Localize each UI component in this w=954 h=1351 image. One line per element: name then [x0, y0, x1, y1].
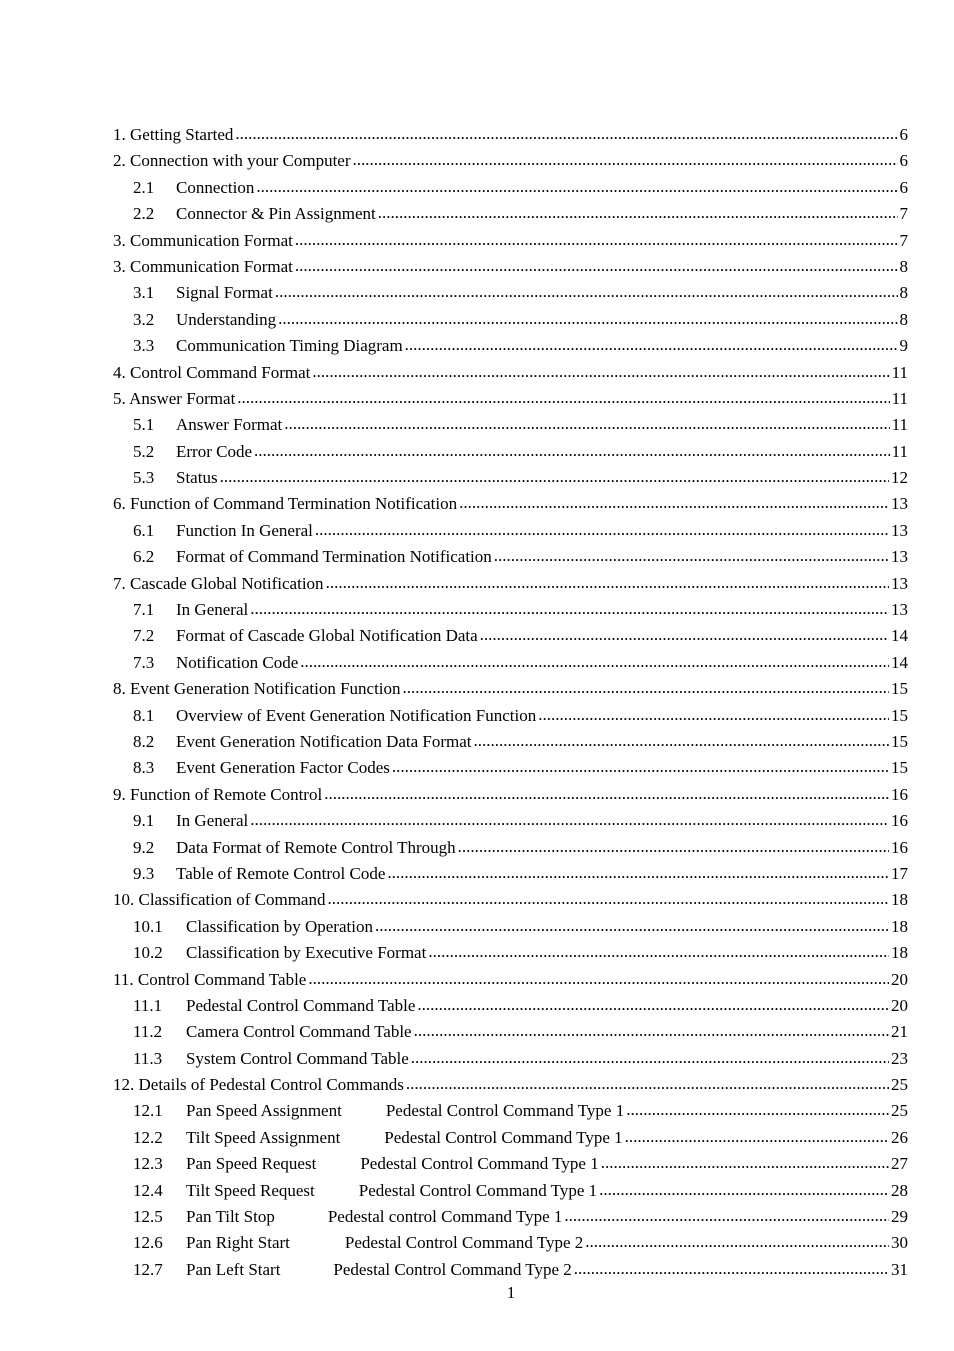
toc-entry-number: 3.3 [133, 336, 155, 356]
dot-leader [574, 1256, 889, 1282]
toc-entry-label: Event Generation Notification Function [130, 679, 401, 699]
toc-entry-title [133, 835, 456, 861]
toc-entry[interactable] [113, 1204, 908, 1230]
toc-entry-page: 26 [891, 1127, 908, 1147]
toc-entry-title [133, 914, 373, 940]
dot-leader [250, 807, 889, 833]
toc-entry[interactable] [113, 835, 908, 861]
toc-entry[interactable] [113, 650, 908, 676]
toc-entry-number: 10.1 [133, 916, 163, 936]
toc-entry-page: 11 [891, 388, 908, 408]
toc-entry-title [133, 201, 376, 227]
toc-entry-subtitle: Pedestal Control Command Type 2 [333, 1259, 572, 1279]
dot-leader [308, 966, 889, 992]
toc-entry[interactable] [113, 307, 908, 333]
toc-entry-number: 9.2 [133, 837, 155, 857]
toc-entry-number: 11. [113, 969, 134, 989]
toc-entry-title [133, 518, 313, 544]
dot-leader [256, 174, 897, 200]
toc-entry-number: 7.2 [133, 626, 155, 646]
toc-entry-page: 16 [891, 837, 908, 857]
toc-entry[interactable] [113, 175, 908, 201]
dot-leader [414, 1018, 889, 1044]
dot-leader [378, 200, 898, 226]
toc-entry-label: Notification Code [176, 652, 299, 672]
toc-entry-label: Event Generation Notification Data Format [176, 731, 472, 751]
toc-entry-title [133, 703, 536, 729]
toc-entry-label: Pan Left Start [186, 1259, 281, 1279]
toc-entry-page: 7 [899, 230, 908, 250]
dot-leader [353, 147, 898, 173]
toc-entry-title [133, 1125, 623, 1151]
toc-entry[interactable] [113, 1019, 908, 1045]
toc-entry-label: Error Code [176, 441, 253, 461]
toc-entry-title [133, 861, 385, 887]
toc-entry-page: 15 [891, 731, 908, 751]
toc-entry[interactable] [113, 254, 908, 280]
toc-entry[interactable] [113, 412, 908, 438]
toc-entry[interactable] [113, 544, 908, 570]
toc-entry-number: 5. [113, 388, 126, 408]
toc-entry-title [133, 940, 426, 966]
toc-entry-title [133, 1046, 409, 1072]
toc-entry-number: 5.1 [133, 415, 155, 435]
toc-entry[interactable] [113, 597, 908, 623]
toc-entry-title [133, 1151, 599, 1177]
toc-entry-page: 15 [891, 758, 908, 778]
toc-entry-number: 12.5 [133, 1207, 163, 1227]
toc-entry-number: 8.1 [133, 705, 155, 725]
toc-entry-label: Format of Command Termination Notification [176, 547, 492, 567]
toc-entry-label: In General [176, 811, 249, 831]
toc-entry-page: 12 [891, 468, 908, 488]
toc-entry-number: 6. [113, 494, 126, 514]
toc-entry[interactable] [113, 280, 908, 306]
toc-entry[interactable] [113, 1125, 908, 1151]
dot-leader [585, 1229, 889, 1255]
toc-entry-page: 21 [891, 1022, 908, 1042]
dot-leader [295, 227, 898, 253]
dot-leader [235, 121, 897, 147]
dot-leader [411, 1045, 889, 1071]
toc-entry-title [113, 228, 293, 254]
toc-entry-number: 5.3 [133, 468, 155, 488]
dot-leader [326, 570, 889, 596]
toc-entry-title [113, 148, 351, 174]
toc-entry-title [133, 333, 403, 359]
toc-entry-number: 9. [113, 784, 126, 804]
dot-leader [494, 543, 889, 569]
toc-entry-page: 11 [891, 441, 908, 461]
toc-entry-page: 6 [899, 151, 908, 171]
toc-entry-page: 13 [891, 547, 908, 567]
toc-entry[interactable] [113, 1046, 908, 1072]
toc-entry-label: Tilt Speed Request [186, 1180, 315, 1200]
toc-entry-number: 10.2 [133, 943, 163, 963]
toc-entry-number: 8.3 [133, 758, 155, 778]
toc-entry-title [113, 887, 325, 913]
toc-entry-number: 8.2 [133, 731, 155, 751]
toc-entry-number: 7.3 [133, 652, 155, 672]
page-number: 1 [506, 1283, 516, 1302]
dot-leader [312, 359, 889, 385]
toc-entry-subtitle: Pedestal Control Command Type 1 [385, 1101, 625, 1121]
toc-entry[interactable] [113, 1257, 908, 1283]
toc-entry-page: 16 [891, 784, 908, 804]
toc-entry-label: In General [176, 600, 249, 620]
toc-entry[interactable] [113, 1098, 908, 1124]
toc-entry-label: Communication Format [130, 230, 293, 250]
dot-leader [538, 702, 889, 728]
toc-entry-page: 15 [891, 705, 908, 725]
toc-entry[interactable] [113, 333, 908, 359]
toc-entry-label: Data Format of Remote Control Through [176, 837, 456, 857]
toc-entry-subtitle: Pedestal Control Command Type 1 [384, 1127, 623, 1147]
toc-entry-number: 2.1 [133, 177, 155, 197]
dot-leader [300, 649, 889, 675]
toc-entry-page: 6 [899, 125, 908, 144]
toc-entry-number: 7. [113, 573, 126, 593]
toc-entry-label: Overview of Event Generation Notification Function [176, 705, 537, 725]
toc-entry-label: Cascade Global Notification [130, 573, 324, 593]
toc-entry[interactable] [113, 228, 908, 254]
toc-entry-number: 12.3 [133, 1154, 163, 1174]
dot-leader [474, 728, 889, 754]
toc-entry-page: 11 [891, 415, 908, 435]
toc-entry-page: 23 [891, 1048, 908, 1068]
dot-leader [626, 1097, 889, 1123]
toc-entry-label: Control Command Table [137, 969, 307, 989]
toc-entry-label: Function of Command Termination Notification [130, 494, 458, 514]
toc-entry[interactable] [113, 1230, 908, 1256]
dot-leader [220, 464, 889, 490]
toc-entry-title [133, 729, 472, 755]
toc-entry-title [133, 623, 478, 649]
toc-entry-title [113, 491, 457, 517]
toc-entry-title [133, 439, 252, 465]
toc-entry-number: 5.2 [133, 441, 155, 461]
toc-entry[interactable] [113, 887, 908, 913]
toc-entry[interactable] [113, 1072, 908, 1098]
toc-entry-number: 9.3 [133, 863, 155, 883]
toc-entry-page: 8 [899, 256, 908, 276]
toc-entry-title [133, 175, 254, 201]
toc-entry-number: 6.1 [133, 520, 155, 540]
toc-entry-page: 8 [899, 309, 908, 329]
toc-entry-number: 2. [113, 151, 126, 171]
toc-entry-number: 12.4 [133, 1180, 163, 1200]
toc-entry-label: Classification by Executive Format [186, 943, 427, 963]
toc-entry-title [133, 1204, 562, 1230]
toc-entry[interactable] [113, 861, 908, 887]
toc-entry-subtitle: Pedestal control Command Type 1 [327, 1207, 563, 1227]
toc-entry-label: Getting Started [130, 125, 234, 144]
toc-entry-page: 25 [891, 1075, 908, 1095]
toc-entry-title [113, 571, 324, 597]
toc-entry-title [113, 386, 235, 412]
toc-entry-number: 8. [113, 679, 126, 699]
toc-entry-title [133, 808, 248, 834]
dot-leader [458, 834, 889, 860]
toc-entry[interactable] [113, 914, 908, 940]
toc-entry-number: 3. [113, 230, 126, 250]
toc-entry-page: 13 [891, 573, 908, 593]
toc-entry-label: Event Generation Factor Codes [176, 758, 390, 778]
toc-entry-label: Control Command Format [130, 362, 311, 382]
toc-entry-number: 10. [113, 890, 135, 910]
dot-leader [625, 1124, 889, 1150]
dot-leader [237, 385, 889, 411]
toc-entry-label: System Control Command Table [186, 1048, 409, 1068]
toc-entry-label: Tilt Speed Assignment [186, 1127, 341, 1147]
toc-entry-label: Understanding [176, 309, 277, 329]
toc-entry-label: Pan Speed Assignment [186, 1101, 342, 1121]
toc-entry-label: Function of Remote Control [130, 784, 323, 804]
toc-entry-label: Pan Right Start [186, 1233, 290, 1253]
toc-entry[interactable] [113, 1178, 908, 1204]
toc-entry-title [113, 360, 310, 386]
dot-leader [275, 279, 898, 305]
toc-entry[interactable] [113, 491, 908, 517]
toc-entry-number: 1. [113, 125, 126, 144]
toc-entry-page: 13 [891, 600, 908, 620]
toc-entry[interactable] [113, 623, 908, 649]
toc-entry-label: Communication Timing Diagram [176, 336, 403, 356]
toc-entry-number: 3.1 [133, 283, 155, 303]
toc-entry-subtitle: Pedestal Control Command Type 2 [344, 1233, 584, 1253]
dot-leader [417, 992, 889, 1018]
dot-leader [392, 754, 889, 780]
toc-entry-page: 25 [891, 1101, 908, 1121]
toc-entry-label: Answer Format [129, 388, 236, 408]
toc-entry-label: Pan Speed Request [186, 1154, 317, 1174]
toc-entry-number: 12. [113, 1075, 135, 1095]
toc-entry-page: 18 [891, 890, 908, 910]
toc-entry[interactable] [113, 360, 908, 386]
toc-entry[interactable] [113, 993, 908, 1019]
toc-entry-number: 12.1 [133, 1101, 163, 1121]
toc-entry-label: Signal Format [176, 283, 273, 303]
toc-entry-number: 4. [113, 362, 126, 382]
toc-entry-page: 13 [891, 520, 908, 540]
dot-leader [428, 939, 889, 965]
toc-entry-label: Format of Cascade Global Notification Data [176, 626, 478, 646]
toc-entry-page: 13 [891, 494, 908, 514]
dot-leader [315, 517, 889, 543]
toc-entry-number: 12.2 [133, 1127, 163, 1147]
toc-entry-title [113, 254, 293, 280]
dot-leader [284, 411, 889, 437]
toc-entry-label: Answer Format [176, 415, 283, 435]
toc-entry-subtitle: Pedestal Control Command Type 1 [358, 1180, 598, 1200]
toc-entry-page: 17 [891, 863, 908, 883]
toc-entry-title [113, 782, 322, 808]
toc-entry-title [133, 650, 298, 676]
toc-entry-label: Connection [176, 177, 255, 197]
toc-entry-number: 12.6 [133, 1233, 163, 1253]
toc-entry-number: 9.1 [133, 811, 155, 831]
toc-entry[interactable] [113, 122, 908, 148]
toc-entry-page: 18 [891, 943, 908, 963]
dot-leader [250, 596, 889, 622]
toc-entry-title [113, 967, 306, 993]
toc-entry-title [133, 597, 248, 623]
toc-entry-label: Camera Control Command Table [186, 1022, 412, 1042]
toc-entry-page: 16 [891, 811, 908, 831]
toc-entry-title [133, 1019, 412, 1045]
dot-leader [459, 490, 889, 516]
dot-leader [601, 1150, 889, 1176]
toc-entry-number: 11.2 [133, 1022, 163, 1042]
toc-entry-page: 31 [891, 1259, 908, 1279]
toc-entry[interactable] [113, 755, 908, 781]
dot-leader [254, 438, 890, 464]
toc-entry-title [133, 1178, 597, 1204]
toc-entry-label: Function In General [176, 520, 313, 540]
dot-leader [387, 860, 889, 886]
toc-entry-title [133, 1098, 624, 1124]
toc-entry-title [113, 676, 401, 702]
toc-entry[interactable] [113, 782, 908, 808]
toc-entry-title [133, 544, 492, 570]
toc-entry-title [133, 307, 276, 333]
toc-entry-subtitle: Pedestal Control Command Type 1 [360, 1154, 599, 1174]
toc-entry-title [133, 1257, 572, 1283]
toc-entry[interactable] [113, 518, 908, 544]
toc-entry-label: Connection with your Computer [130, 151, 351, 171]
toc-entry-label: Classification of Command [138, 890, 326, 910]
toc-entry-label: Communication Format [130, 256, 293, 276]
dot-leader [403, 675, 889, 701]
toc-entry-number: 11.1 [133, 995, 163, 1015]
toc-entry-page: 20 [891, 995, 908, 1015]
toc-entry-title [113, 1072, 404, 1098]
toc-entry-label: Details of Pedestal Control Commands [138, 1075, 404, 1095]
toc-entry-label: Connector & Pin Assignment [176, 204, 376, 224]
toc-entry-page: 20 [891, 969, 908, 989]
toc-entry[interactable] [113, 1151, 908, 1177]
toc-entry-number: 3.2 [133, 309, 155, 329]
toc-entry-label: Status [176, 468, 218, 488]
dot-leader [324, 781, 889, 807]
dot-leader [375, 913, 889, 939]
toc-entry-title [113, 122, 233, 148]
toc-entry-title [133, 755, 390, 781]
toc-entry-page: 27 [891, 1154, 908, 1174]
toc-entry-title [133, 465, 218, 491]
toc-entry-page: 11 [891, 362, 908, 382]
toc-entry-number: 11.3 [133, 1048, 163, 1068]
toc-entry-page: 9 [899, 336, 908, 356]
toc-entry[interactable] [113, 940, 908, 966]
toc-entry-label: Pedestal Control Command Table [186, 995, 416, 1015]
toc-entry[interactable] [113, 386, 908, 412]
toc-entry-label: Classification by Operation [186, 916, 373, 936]
toc-entry-page: 7 [899, 204, 908, 224]
toc-entry[interactable] [113, 729, 908, 755]
toc-entry-page: 14 [891, 652, 908, 672]
toc-entry-page: 6 [899, 177, 908, 197]
dot-leader [480, 622, 889, 648]
dot-leader [599, 1177, 889, 1203]
toc-entry-number: 2.2 [133, 204, 155, 224]
toc-entry-page: 8 [899, 283, 908, 303]
toc-entry-page: 18 [891, 916, 908, 936]
table-of-contents [113, 122, 908, 1283]
toc-entry-number: 12.7 [133, 1259, 163, 1279]
toc-entry[interactable] [113, 967, 908, 993]
toc-entry-title [133, 412, 282, 438]
toc-entry-title [133, 993, 415, 1019]
toc-entry-label: Pan Tilt Stop [186, 1207, 275, 1227]
toc-entry-page: 15 [891, 679, 908, 699]
toc-entry[interactable] [113, 571, 908, 597]
toc-entry-number: 6.2 [133, 547, 155, 567]
toc-entry[interactable] [113, 676, 908, 702]
toc-entry-label: Table of Remote Control Code [176, 863, 386, 883]
dot-leader [278, 306, 897, 332]
toc-entry-number: 3. [113, 256, 126, 276]
toc-entry-title [133, 280, 273, 306]
dot-leader [564, 1203, 889, 1229]
dot-leader [327, 886, 889, 912]
toc-entry[interactable] [113, 439, 908, 465]
toc-entry[interactable] [113, 703, 908, 729]
toc-entry[interactable] [113, 465, 908, 491]
toc-entry-page: 14 [891, 626, 908, 646]
toc-entry-number: 7.1 [133, 600, 155, 620]
toc-entry-page: 30 [891, 1233, 908, 1253]
toc-entry-title [133, 1230, 583, 1256]
dot-leader [405, 332, 898, 358]
dot-leader [295, 253, 898, 279]
toc-entry[interactable] [113, 201, 908, 227]
dot-leader [406, 1071, 889, 1097]
toc-entry[interactable] [113, 808, 908, 834]
toc-entry[interactable] [113, 148, 908, 174]
toc-entry-page: 29 [891, 1207, 908, 1227]
toc-entry-page: 28 [891, 1180, 908, 1200]
